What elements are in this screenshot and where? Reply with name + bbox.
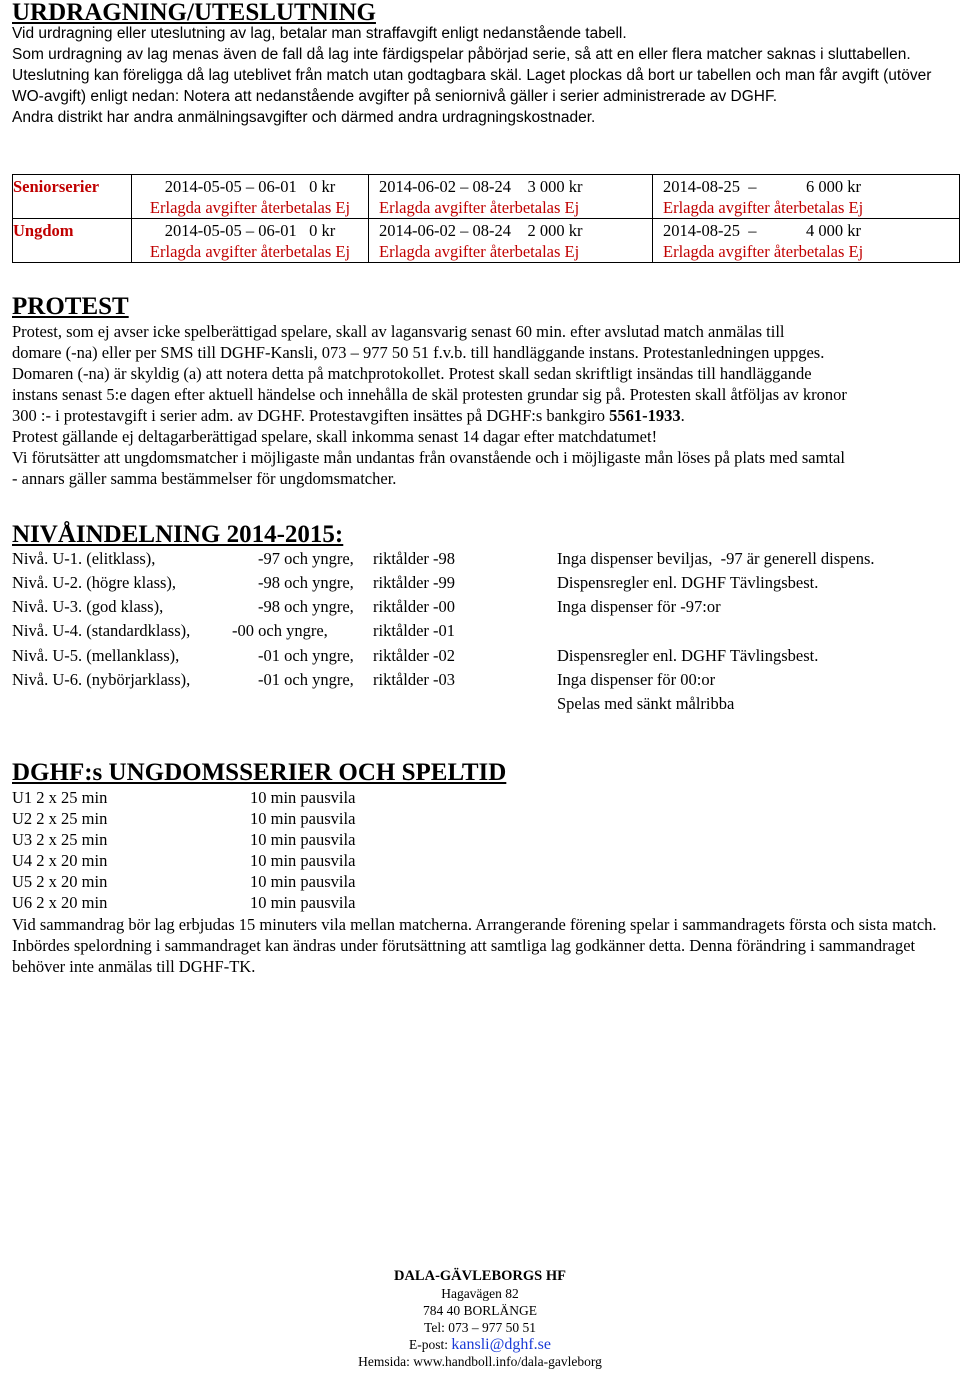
protest-line xyxy=(12,405,952,426)
footer-street: Hagavägen 82 xyxy=(441,1286,519,1301)
protest-line: Protest gällande ej deltagarberättigad spelare, skall inkomma senast 14 dagar efter matchdatumet! xyxy=(12,427,658,446)
level-target: riktålder -02 xyxy=(373,646,456,665)
protest-line: Domaren (-na) är skyldig (a) att notera detta på matchprotokollet. Protest skall sedan skriftligt insändas till handläggande xyxy=(12,364,812,383)
level-name: Nivå. U-5. (mellanklass), xyxy=(12,646,180,665)
level-note: Inga dispenser för -97:or xyxy=(557,597,721,616)
level-age: -97 och yngre, xyxy=(258,549,354,568)
series-rest: 10 min pausvila xyxy=(250,809,356,828)
refund-note: Erlagda avgifter återbetalas Ej xyxy=(663,198,864,217)
level-extra-note: Spelas med sänkt målribba xyxy=(557,694,735,713)
level-row xyxy=(12,597,960,619)
category-cell: Ungdom xyxy=(13,219,132,263)
series-rest: 10 min pausvila xyxy=(250,872,356,891)
period-date: 2014-08-25 – 6 000 kr xyxy=(663,177,861,196)
level-age: -98 och yngre, xyxy=(258,573,354,592)
level-note: Inga dispenser för 00:or xyxy=(557,670,716,689)
refund-note: Erlagda avgifter återbetalas Ej xyxy=(149,242,351,261)
levels-title: NIVÅINDELNING 2014-2015: xyxy=(12,521,344,548)
series-duration: U6 2 x 20 min xyxy=(12,893,108,912)
period-date: 2014-05-05 – 06-01 0 kr xyxy=(164,221,336,240)
level-row xyxy=(12,694,960,716)
series-duration: U3 2 x 25 min xyxy=(12,830,108,849)
level-row xyxy=(12,573,960,595)
level-name: Nivå. U-1. (elitklass), xyxy=(12,549,156,568)
withdrawal-para-3: Andra distrikt har andra anmälningsavgifter och därmed andra urdragningskostnader. xyxy=(12,109,596,126)
series-rest: 10 min pausvila xyxy=(250,830,356,849)
protest-line: Protest, som ej avser icke spelberättigad spelare, skall av lagansvarig senast 60 min. efter avslutad match anmälas till xyxy=(12,322,785,341)
withdrawal-para-1: Vid urdragning eller uteslutning av lag, betalar man straffavgift enligt nedanstående tabell. xyxy=(12,25,627,42)
table-row xyxy=(13,175,960,219)
level-target: riktålder -98 xyxy=(373,549,456,568)
level-target: riktålder -03 xyxy=(373,670,456,689)
schedule-row xyxy=(12,788,412,809)
level-target: riktålder -00 xyxy=(373,597,456,616)
protest-fee-end: . xyxy=(680,406,685,425)
period-date: 2014-06-02 – 08-24 3 000 kr xyxy=(379,177,583,196)
level-name: Nivå. U-3. (god klass), xyxy=(12,597,164,616)
footer-web[interactable]: Hemsida: www.handboll.info/dala-gavleborg xyxy=(358,1354,602,1369)
level-note: Dispensregler enl. DGHF Tävlingsbest. xyxy=(557,646,819,665)
schedule-row xyxy=(12,872,412,893)
footer-city: 784 40 BORLÄNGE xyxy=(423,1303,537,1318)
period1-cell xyxy=(132,175,369,219)
period3-cell xyxy=(653,219,960,263)
level-age: -98 och yngre, xyxy=(258,597,354,616)
level-note: Dispensregler enl. DGHF Tävlingsbest. xyxy=(557,573,819,592)
footer-org: DALA-GÄVLEBORGS HF xyxy=(393,1268,566,1284)
footer-email-link[interactable]: kansli@dghf.se xyxy=(451,1336,551,1353)
schedule-row xyxy=(12,809,412,830)
level-target: riktålder -01 xyxy=(373,621,456,640)
series-duration: U5 2 x 20 min xyxy=(12,872,108,891)
level-age: -01 och yngre, xyxy=(258,670,354,689)
category-cell: Seniorserier xyxy=(13,175,132,219)
protest-text xyxy=(12,321,952,489)
period1-cell xyxy=(132,219,369,263)
series-duration: U1 2 x 25 min xyxy=(12,788,108,807)
series-rest: 10 min pausvila xyxy=(250,851,356,870)
fee-table xyxy=(12,174,960,263)
schedule-title: DGHF:s UNGDOMSSERIER OCH SPELTID xyxy=(12,759,507,786)
withdrawal-text xyxy=(12,23,952,128)
schedule-row xyxy=(12,830,412,851)
series-duration: U2 2 x 25 min xyxy=(12,809,108,828)
bankgiro-number: 5561-1933 xyxy=(609,406,681,425)
level-age: -01 och yngre, xyxy=(258,646,354,665)
protest-title: PROTEST xyxy=(12,293,129,320)
series-rest: 10 min pausvila xyxy=(250,893,356,912)
withdrawal-para-2: Som urdragning av lag menas även de fall då lag inte färdigspelar påbörjad serie, så att en eller flera matcher saknas i sluttabellen. Uteslutning kan föreligga då lag uteblivet från match utan godtagbara skäl. Laget plockas då bort ur tabellen och man får avgift (utöver WO-avgift) enligt nedan: Notera att nedanstående avgifter på seniornivå gäller i serier administrerade av DGHF. xyxy=(12,46,932,105)
period3-cell xyxy=(653,175,960,219)
schedule-note: Vid sammandrag bör lag erbjudas 15 minuters vila mellan matcherna. Arrangerande förening spelar i sammandragets första och sista match. Inbördes spelordning i sammandraget kan ändras under förutsättning att samtliga lag godkänner detta. Denna förändring i sammandraget behöver inte anmälas till DGHF-TK. xyxy=(12,915,937,976)
refund-note: Erlagda avgifter återbetalas Ej xyxy=(379,242,580,261)
refund-note: Erlagda avgifter återbetalas Ej xyxy=(379,198,580,217)
series-duration: U4 2 x 20 min xyxy=(12,851,108,870)
period-date: 2014-06-02 – 08-24 2 000 kr xyxy=(379,221,583,240)
table-row xyxy=(13,219,960,263)
level-name: Nivå. U-4. (standardklass), xyxy=(12,621,191,640)
footer-email-line xyxy=(12,1336,948,1353)
period2-cell xyxy=(369,175,653,219)
period-date: 2014-05-05 – 06-01 0 kr xyxy=(164,177,336,196)
schedule-row xyxy=(12,851,412,872)
refund-note: Erlagda avgifter återbetalas Ej xyxy=(149,198,351,217)
protest-line: domare (-na) eller per SMS till DGHF-Kansli, 073 – 977 50 51 f.v.b. till handläggande instans. Protestanledningen uppges. xyxy=(12,343,825,362)
level-row xyxy=(12,646,960,668)
refund-note: Erlagda avgifter återbetalas Ej xyxy=(663,242,864,261)
protest-line: - annars gäller samma bestämmelser för ungdomsmatcher. xyxy=(12,469,397,488)
level-name: Nivå. U-6. (nybörjarklass), xyxy=(12,670,191,689)
level-row xyxy=(12,621,960,643)
level-note: Inga dispenser beviljas, -97 är generell dispens. xyxy=(557,549,875,568)
footer-phone: Tel: 073 – 977 50 51 xyxy=(424,1320,536,1335)
schedule-row xyxy=(12,893,412,914)
series-rest: 10 min pausvila xyxy=(250,788,356,807)
level-row xyxy=(12,549,960,571)
withdrawal-title: URDRAGNING/UTESLUTNING xyxy=(12,0,376,26)
level-target: riktålder -99 xyxy=(373,573,456,592)
level-age: -00 och yngre, xyxy=(232,621,328,640)
level-row xyxy=(12,670,960,692)
protest-fee-text: 300 :- i protestavgift i serier adm. av DGHF. Protestavgiften insättes på DGHF:s bankgiro xyxy=(12,406,610,425)
protest-line: Vi förutsätter att ungdomsmatcher i möjligaste mån undantas från ovanstående och i möjligaste mån löses på plats med samtal xyxy=(12,448,845,467)
footer-email-label: E-post: xyxy=(409,1337,452,1352)
period2-cell xyxy=(369,219,653,263)
level-name: Nivå. U-2. (högre klass), xyxy=(12,573,177,592)
protest-line: instans senast 5:e dagen efter aktuell händelse och innehålla de skäl protesten grundar sig på. Protesten skall åtföljas av kronor xyxy=(12,385,847,404)
footer xyxy=(12,1268,948,1370)
period-date: 2014-08-25 – 4 000 kr xyxy=(663,221,861,240)
